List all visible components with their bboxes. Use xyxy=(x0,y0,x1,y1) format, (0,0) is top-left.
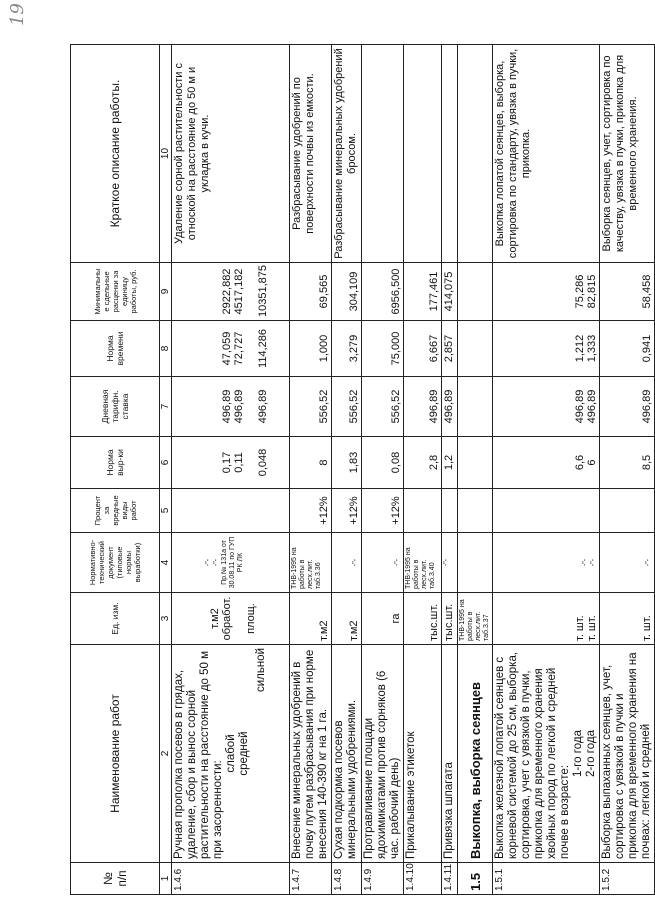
column-number: 2 xyxy=(160,645,172,863)
piece-rate: 177,461 xyxy=(404,263,442,321)
column-number: 10 xyxy=(160,45,172,263)
row-number: 1.4.9 xyxy=(362,863,404,895)
table-row xyxy=(493,45,600,895)
piece-rate: 414,075 xyxy=(442,263,458,321)
work-name: Выборка выпаханных сеянцев, учет, сортировка с увязкой в пучки и прикопка для временного хранения на почвах: легкой и средней xyxy=(600,645,655,863)
daily-tariff: 556,52 xyxy=(332,377,362,437)
time-norm: 3,279 xyxy=(332,321,362,377)
table-row xyxy=(404,45,442,895)
header-time-norm: Норма времени xyxy=(71,321,160,377)
piece-rate-value: 4517,182 xyxy=(233,268,245,315)
unit-text: площ. xyxy=(245,603,257,634)
norm-doc: -"- xyxy=(362,533,404,593)
output-rate-value: 0,048 xyxy=(257,448,269,477)
column-number: 9 xyxy=(160,263,172,321)
output-rate: 8,5 xyxy=(600,437,655,489)
output-rate xyxy=(493,437,600,489)
output-rate: 1,83 xyxy=(332,437,362,489)
header-hazard-percent: Процент за вредные виды работ xyxy=(71,489,160,533)
piece-rate-value: 75,286 xyxy=(574,274,586,309)
daily-tariff xyxy=(493,377,600,437)
unit: т. шт. xyxy=(600,593,655,645)
empty-cell xyxy=(458,377,493,437)
hazard-percent: +12% xyxy=(290,489,332,533)
unit: га xyxy=(362,593,404,645)
work-description: Удаление сорной растительности с отноской на расстояние до 50 м и укладка в кучи. xyxy=(172,45,290,263)
section-title: Выкопка, выборка сеянцев xyxy=(458,645,493,863)
unit-text: т. шт. xyxy=(586,615,598,641)
time-norm: 2,857 xyxy=(442,321,458,377)
norm-doc xyxy=(493,533,600,593)
table-row xyxy=(442,45,458,895)
work-description xyxy=(404,45,442,263)
row-number: 1.4.7 xyxy=(290,863,332,895)
time-norm-value: 114,286 xyxy=(257,329,269,368)
piece-rate: 69,565 xyxy=(290,263,332,321)
output-rate-value: 0,11 xyxy=(233,452,245,473)
row-number: 1.4.10 xyxy=(404,863,442,895)
time-norm-value: 1,212 xyxy=(574,334,586,363)
sub-item: средней xyxy=(238,731,250,776)
table-header-row xyxy=(71,45,160,895)
work-name: Протравливание площади ядохимикатами против сорняков (6 час. рабочий день) xyxy=(362,645,404,863)
row-number: 1.4.6 xyxy=(172,863,290,895)
row-number: 1.5.2 xyxy=(600,863,655,895)
empty-cell xyxy=(458,533,493,593)
hazard-percent xyxy=(600,489,655,533)
norm-doc: ТНВ-1995 на работы в лесх.лит. таб.3.40 xyxy=(404,533,442,593)
norm-doc: -"- xyxy=(332,533,362,593)
header-unit: Ед. изм. xyxy=(71,593,160,645)
daily-tariff-value: 496,89 xyxy=(233,389,245,424)
daily-tariff: 496,89 xyxy=(404,377,442,437)
time-norm: 1,000 xyxy=(290,321,332,377)
unit: т.м2 xyxy=(332,593,362,645)
column-number: 8 xyxy=(160,321,172,377)
time-norm-value: 47,059 xyxy=(221,331,233,366)
work-description xyxy=(362,45,404,263)
hazard-percent xyxy=(172,489,290,533)
unit: тыс.шт. xyxy=(442,593,458,645)
work-norms-table xyxy=(70,44,655,895)
unit: т.м2 xyxy=(290,593,332,645)
header-num: № п/п xyxy=(71,863,160,895)
output-rate-value: 6 xyxy=(586,459,598,466)
work-description: Выкопка лопатой сеянцев, выборка, сортировка по стандарту, увязка в пучки, прикопка. xyxy=(493,45,600,263)
output-rate: 0,08 xyxy=(362,437,404,489)
norm-doc-text: -"- xyxy=(590,558,597,567)
column-number: 5 xyxy=(160,489,172,533)
work-description: Разбрасывание минеральных удобрений бросом. xyxy=(332,45,362,263)
time-norm xyxy=(172,321,290,377)
unit-text: т. шт. xyxy=(574,615,586,641)
time-norm-value: 72,727 xyxy=(233,331,245,366)
output-rate: 1,2 xyxy=(442,437,458,489)
norm-doc: -"- xyxy=(600,533,655,593)
work-name-text: Выкопка железной лопатой сеянцев с корневой системой до 25 см, выборка, сортировка, учет с увязкой в пучки, прикопка для временного хранения хвойных пород по легкой и средней почве в возрасте: xyxy=(494,651,571,859)
row-number: 1.5.1 xyxy=(493,863,600,895)
rotated-table-sheet xyxy=(70,45,653,895)
norm-doc xyxy=(172,533,290,593)
page-number: 19 xyxy=(6,3,28,26)
piece-rate xyxy=(493,263,600,321)
norm-doc-text: Пр.№ 131а от 30.08.11 по ГУП РК ЛК xyxy=(221,536,244,589)
column-number: 1 xyxy=(160,863,172,895)
output-rate-value: 0,17 xyxy=(221,451,233,474)
sub-item: 1-го года xyxy=(572,730,584,777)
output-rate: 2,8 xyxy=(404,437,442,489)
work-name: Прикалывание этикеток xyxy=(404,645,442,863)
daily-tariff: 556,52 xyxy=(362,377,404,437)
daily-tariff-value: 496,89 xyxy=(586,389,598,424)
work-name: Привязка шпагата xyxy=(442,645,458,863)
work-name: Сухая подкормка посевов минеральными удобрениями. xyxy=(332,645,362,863)
column-number-row xyxy=(160,45,172,895)
work-name: Внесение минеральных удобрений в почву путем разбрасывания при норме внесения 140-390 кг на 1 га. xyxy=(290,645,332,863)
column-number: 4 xyxy=(160,533,172,593)
header-description: Краткое описание работы. xyxy=(71,45,160,263)
work-description xyxy=(442,45,458,263)
piece-rate: 6956,500 xyxy=(362,263,404,321)
norm-doc-text: ТНВ-1995 на работы в лесх.лит. таб.3.37 xyxy=(459,599,490,641)
time-norm: 6,667 xyxy=(404,321,442,377)
sub-item: слабой xyxy=(225,734,237,773)
daily-tariff: 556,52 xyxy=(290,377,332,437)
daily-tariff-value: 496,89 xyxy=(221,389,233,424)
piece-rate: 58,458 xyxy=(600,263,655,321)
section-row xyxy=(458,45,493,895)
empty-cell xyxy=(458,45,493,263)
unit xyxy=(172,593,290,645)
norm-doc-text: -"- xyxy=(582,558,589,567)
time-norm xyxy=(493,321,600,377)
time-norm: 75,000 xyxy=(362,321,404,377)
empty-cell xyxy=(458,489,493,533)
column-number: 6 xyxy=(160,437,172,489)
empty-cell xyxy=(458,437,493,489)
empty-cell xyxy=(458,321,493,377)
norm-doc: ТНВ-1995 на работы в лесх.лит. таб.3.36 xyxy=(290,533,332,593)
norm-doc-text: -"- xyxy=(205,558,212,567)
unit-text: т.м2 xyxy=(209,608,221,629)
time-norm: 0,941 xyxy=(600,321,655,377)
empty-cell xyxy=(458,593,493,645)
row-number: 1.4.11 xyxy=(442,863,458,895)
work-name xyxy=(172,645,290,863)
work-name-text: Ручная прополка посевов в грядах, удаление, сбор и вынос сорной растительности на расстояние до 50 м при засоренности: xyxy=(173,650,224,859)
hazard-percent xyxy=(442,489,458,533)
table-row xyxy=(172,45,290,895)
hazard-percent xyxy=(493,489,600,533)
norm-doc-text: -"- xyxy=(213,558,220,567)
section-number: 1.5 xyxy=(458,863,493,895)
column-number: 7 xyxy=(160,377,172,437)
daily-tariff: 496,89 xyxy=(442,377,458,437)
daily-tariff xyxy=(172,377,290,437)
work-description: Выборка сеянцев, учет, сортировка по качеству, увязка в пучки, прикопка для временного хранения. xyxy=(600,45,655,263)
sub-item: сильной xyxy=(255,648,267,693)
unit xyxy=(493,593,600,645)
piece-rate-value: 82,815 xyxy=(586,274,598,309)
daily-tariff: 496,89 xyxy=(600,377,655,437)
header-work-name: Наименование работ xyxy=(71,645,160,863)
output-rate xyxy=(172,437,290,489)
row-number: 1.4.8 xyxy=(332,863,362,895)
time-norm-value: 1,333 xyxy=(586,334,598,363)
hazard-percent: +12% xyxy=(362,489,404,533)
output-rate-value: 6,6 xyxy=(574,454,586,471)
table-row xyxy=(600,45,655,895)
output-rate: 8 xyxy=(290,437,332,489)
piece-rate-value: 10351,875 xyxy=(257,265,269,317)
table-row xyxy=(332,45,362,895)
header-daily-tariff: Дневная тарифн. ставка xyxy=(71,377,160,437)
unit-text: обработ. xyxy=(221,596,233,641)
piece-rate xyxy=(172,263,290,321)
column-number: 3 xyxy=(160,593,172,645)
unit: тыс.шт. xyxy=(404,593,442,645)
hazard-percent xyxy=(404,489,442,533)
header-min-piece-rate: Минимальны е сдельные расценки за единицу работы, руб. xyxy=(71,263,160,321)
empty-cell xyxy=(458,263,493,321)
table-row xyxy=(362,45,404,895)
header-norm-doc: Нормативно-технический документ (типовые нормы выработки) xyxy=(71,533,160,593)
norm-doc: -"- xyxy=(442,533,458,593)
daily-tariff-value: 496,89 xyxy=(574,389,586,424)
piece-rate: 304,109 xyxy=(332,263,362,321)
work-description: Разбрасывание удобрений по поверхности почвы из емкости. xyxy=(290,45,332,263)
header-output-rate: Норма выр-ки xyxy=(71,437,160,489)
hazard-percent: +12% xyxy=(332,489,362,533)
piece-rate-value: 2922,882 xyxy=(221,268,233,315)
work-name xyxy=(493,645,600,863)
sub-item: 2-го года xyxy=(585,730,597,777)
daily-tariff-value: 496,89 xyxy=(257,389,269,424)
table-row xyxy=(290,45,332,895)
